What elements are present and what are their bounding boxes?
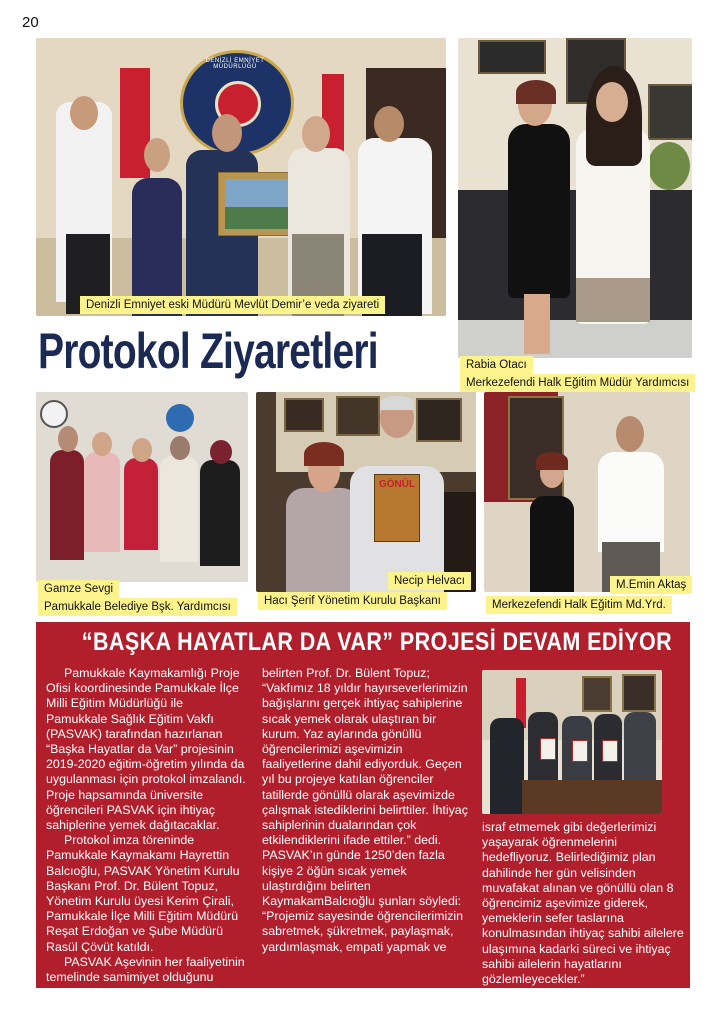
photo-emin-aktas — [484, 392, 690, 592]
article-box — [36, 622, 690, 988]
emblem-text: DENİZLİ EMNİYET MÜDÜRLÜĞÜ — [205, 58, 265, 70]
article-column-1 — [46, 666, 246, 985]
photo-gamze-sevgi — [36, 392, 248, 582]
article-paragraph: Pamukkale Kaymakamlığı Proje Ofisi koordinesinde Pamukkale İlçe Milli Eğitim Müdürlüğü ile Pamukkale Sağlık Eğitim Vakfı (PASVAK) tarafından hazırlanan “Başka Hayatlar da Var” projesinin 2019-2020 eğitim-öğretim yılında da uygulanması için protokol imzalandı. Proje hapsamında üniversite öğrencileri PASVAK için ihtiyaç sahiplerine yemek dağıtacaklar. — [46, 666, 246, 833]
caption-photo2-name: Rabia Otacı — [460, 356, 533, 374]
caption-photo5-title: Merkezefendi Halk Eğitim Md.Yrd. — [486, 596, 672, 614]
caption-photo4-name: Necip Helvacı — [388, 572, 471, 590]
caption-photo3-name: Gamze Sevgi — [38, 580, 119, 598]
book-title-text: GÖNÜL — [378, 479, 416, 490]
article-headline: “BAŞKA HAYATLAR DA VAR” PROJESİ DEVAM EDİYOR — [81, 628, 673, 656]
article-column-2 — [262, 666, 470, 955]
caption-photo1: Denizli Emniyet eski Müdürü Mevlüt Demir’e veda ziyareti — [80, 296, 385, 314]
photo-necip-helvaci — [256, 392, 476, 592]
article-column-3 — [482, 820, 686, 987]
book — [374, 474, 420, 542]
article-paragraph: belirten Prof. Dr. Bülent Topuz; “Vakfımız 18 yıldır hayırseverlerimizin bağışlarını gerçek ihtiyaç sahiplerine sıcak yemek olarak ulaştıran bir kurum. Yaz aylarında gönüllü öğrencilerimizi aşevimizin faaliyetlerine dahil ediyorduk. Geçen yıl bu projeye katılan öğrenciler tatillerde gönüllü olarak aşevimizde çalışmak istediklerini belirttiler. İhtiyaç sahiplerinin dualarından çok etkilendiklerini ifade ettiler.” dedi. PASVAK’ın günde 1250’den fazla kişiye 2 öğün sıcak yemek ulaştırdığını belirten KaymakamBalcıoğlu şunları söyledi: “Projemiz sayesinde öğrencilerimizin sabretmek, şükretmek, paylaşmak, yardımlaşmak, empati yapmak ve — [262, 666, 468, 954]
caption-photo5-name: M.Emin Aktaş — [610, 576, 692, 594]
page-number: 20 — [22, 14, 39, 31]
caption-photo2-title: Merkezefendi Halk Eğitim Müdür Yardımcısı — [460, 374, 695, 392]
photo-rabia-otaci — [458, 38, 692, 358]
article-paragraph: Protokol imza töreninde Pamukkale Kaymakamı Hayrettin Balcıoğlu, PASVAK Yönetim Kurulu Başkanı Prof. Dr. Bülent Topuz, Yönetim Kurulu üyesi Kerim Çirali, Pamukkale İlçe Milli Eğitim Müdürü Reşat Erdoğan ve Şube Müdürü Rasül Çövüt katıldı. — [46, 833, 240, 954]
caption-photo3-title: Pamukkale Belediye Bşk. Yardımcısı — [38, 598, 237, 616]
photo-police-farewell — [36, 38, 446, 316]
article-paragraph: PASVAK Aşevinin her faaliyetinin temelinde samimiyet olduğunu — [46, 954, 245, 985]
photo-protocol-signing — [482, 670, 662, 814]
article-paragraph: israf etmemek gibi değerlerimizi yaşayarak öğrenmelerini hedefliyoruz. Belirlediğimiz plan dahilinde her gün velisinden muvafakat alınan ve gönüllü olan 8 öğrencimiz aşevimize giderek, yemeklerin sefer taslarına konulmasından ihtiyaç sahibi ailelere ulaşımına kadarki süreci ve ihtiyaç sahibi ailelerin hayatlarını gözlemleyecekler.” — [482, 820, 684, 987]
page-title: Protokol Ziyaretleri — [38, 323, 378, 379]
caption-photo4-title: Hacı Şerif Yönetim Kurulu Başkanı — [258, 592, 447, 610]
